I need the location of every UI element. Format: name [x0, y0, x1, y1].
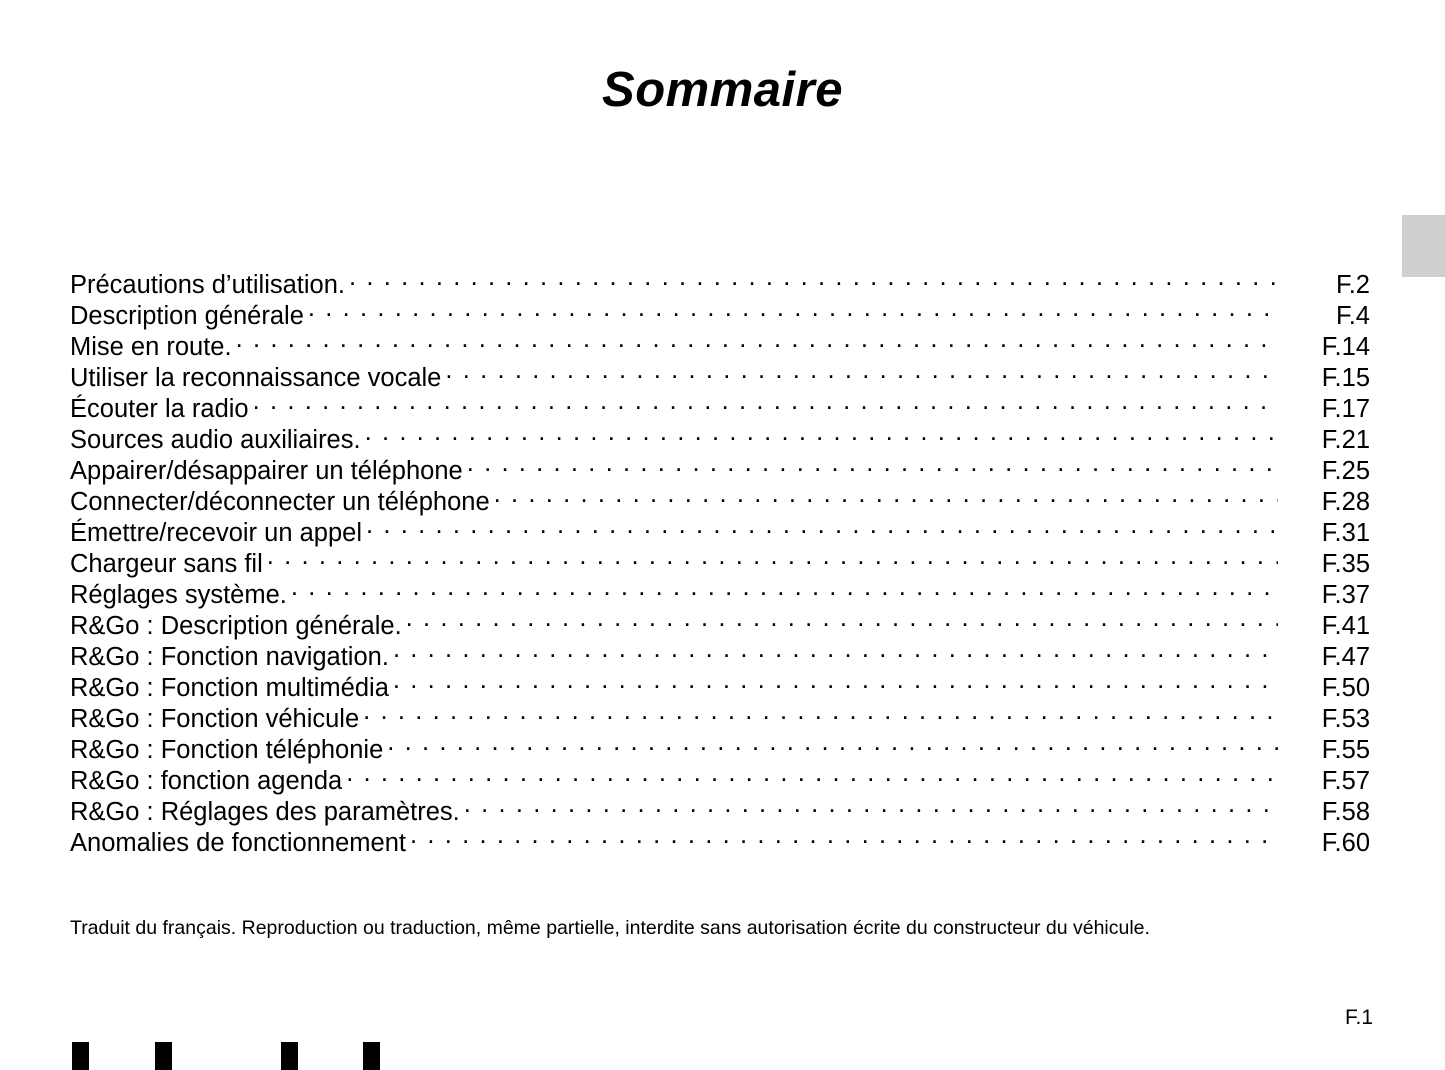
toc-entry-page-number: F.17 [1321, 395, 1370, 423]
toc-dot-leader [366, 510, 1278, 541]
toc-entry-label: Chargeur sans fil [70, 550, 263, 578]
toc-entry-page-number: F.41 [1321, 612, 1370, 640]
toc-dot-leader [387, 727, 1278, 758]
toc-dot-leader [467, 448, 1278, 479]
registration-marks [0, 1042, 1445, 1070]
toc-entry-label: Précautions d’utilisation. [70, 271, 345, 299]
toc-entry-page-number: F.21 [1321, 426, 1370, 454]
toc-dot-leader [393, 634, 1278, 665]
toc-entry-label: Écouter la radio [70, 395, 249, 423]
toc-entry-page-number: F.60 [1321, 829, 1370, 857]
page-folio: F.1 [1344, 1006, 1373, 1029]
toc-entry-label: R&Go : Fonction téléphonie [70, 736, 384, 764]
toc-entry-label: Émettre/recevoir un appel [70, 519, 362, 547]
toc-entry-page-number: F.25 [1321, 457, 1370, 485]
toc-dot-leader [253, 386, 1278, 417]
page-title: Sommaire [602, 63, 843, 117]
toc-dot-leader [236, 324, 1278, 355]
toc-entry-label: R&Go : Réglages des paramètres. [70, 798, 460, 826]
toc-dot-leader [445, 355, 1278, 386]
toc-dot-leader [291, 572, 1278, 603]
toc-entry-page-number: F.37 [1321, 581, 1370, 609]
toc-dot-leader [464, 789, 1278, 820]
toc-entry-label: Sources audio auxiliaires. [70, 426, 361, 454]
toc-entry-page-number: F.35 [1321, 550, 1370, 578]
toc-dot-leader [308, 293, 1278, 324]
toc-entry[interactable] [70, 386, 1370, 423]
toc-entry-page-number: F.31 [1321, 519, 1370, 547]
toc-dot-leader [393, 665, 1278, 696]
toc-dot-leader [365, 417, 1278, 448]
toc-entry-label: R&Go : Fonction véhicule [70, 705, 360, 733]
toc-entry[interactable] [70, 417, 1370, 454]
toc-entry-page-number: F.14 [1321, 333, 1370, 361]
toc-entry[interactable] [70, 262, 1370, 299]
toc-entry-page-number: F.58 [1321, 798, 1370, 826]
toc-entry[interactable] [70, 355, 1370, 392]
toc-dot-leader [363, 696, 1278, 727]
toc-entry-label: R&Go : Fonction multimédia [70, 674, 389, 702]
toc-entry-page-number: F.53 [1321, 705, 1370, 733]
toc-entry-label: Mise en route. [70, 333, 232, 361]
toc-entry-label: Appairer/désappairer un téléphone [70, 457, 463, 485]
toc-dot-leader [346, 758, 1278, 789]
registration-mark [281, 1042, 298, 1070]
toc-entry-label: Anomalies de fonctionnement [70, 829, 406, 857]
table-of-contents [70, 262, 1370, 857]
registration-mark [72, 1042, 89, 1070]
toc-entry-page-number: F.2 [1335, 271, 1370, 299]
toc-dot-leader [406, 603, 1278, 634]
registration-mark [363, 1042, 380, 1070]
toc-entry-page-number: F.50 [1321, 674, 1370, 702]
toc-dot-leader [267, 541, 1278, 572]
toc-entry-page-number: F.28 [1321, 488, 1370, 516]
registration-mark [155, 1042, 172, 1070]
toc-entry-page-number: F.57 [1321, 767, 1370, 795]
toc-entry-page-number: F.55 [1321, 736, 1370, 764]
chapter-tab-marker [1402, 215, 1445, 277]
toc-entry-page-number: F.15 [1321, 364, 1370, 392]
toc-dot-leader [410, 820, 1278, 851]
copyright-footnote: Traduit du français. Reproduction ou traduction, même partielle, interdite sans autorisation écrite du constructeur du véhicule. [70, 917, 1150, 939]
toc-entry-label: R&Go : Fonction navigation. [70, 643, 389, 671]
toc-entry-page-number: F.47 [1321, 643, 1370, 671]
toc-entry-label: Réglages système. [70, 581, 287, 609]
toc-dot-leader [349, 262, 1278, 293]
toc-entry-label: R&Go : Description générale. [70, 612, 402, 640]
toc-entry-label: Utiliser la reconnaissance vocale [70, 364, 442, 392]
toc-entry-label: Connecter/déconnecter un téléphone [70, 488, 490, 516]
toc-entry-page-number: F.4 [1335, 302, 1370, 330]
toc-entry-label: R&Go : fonction agenda [70, 767, 343, 795]
toc-entry-label: Description générale [70, 302, 304, 330]
toc-dot-leader [494, 479, 1278, 510]
toc-entry[interactable] [70, 324, 1370, 361]
